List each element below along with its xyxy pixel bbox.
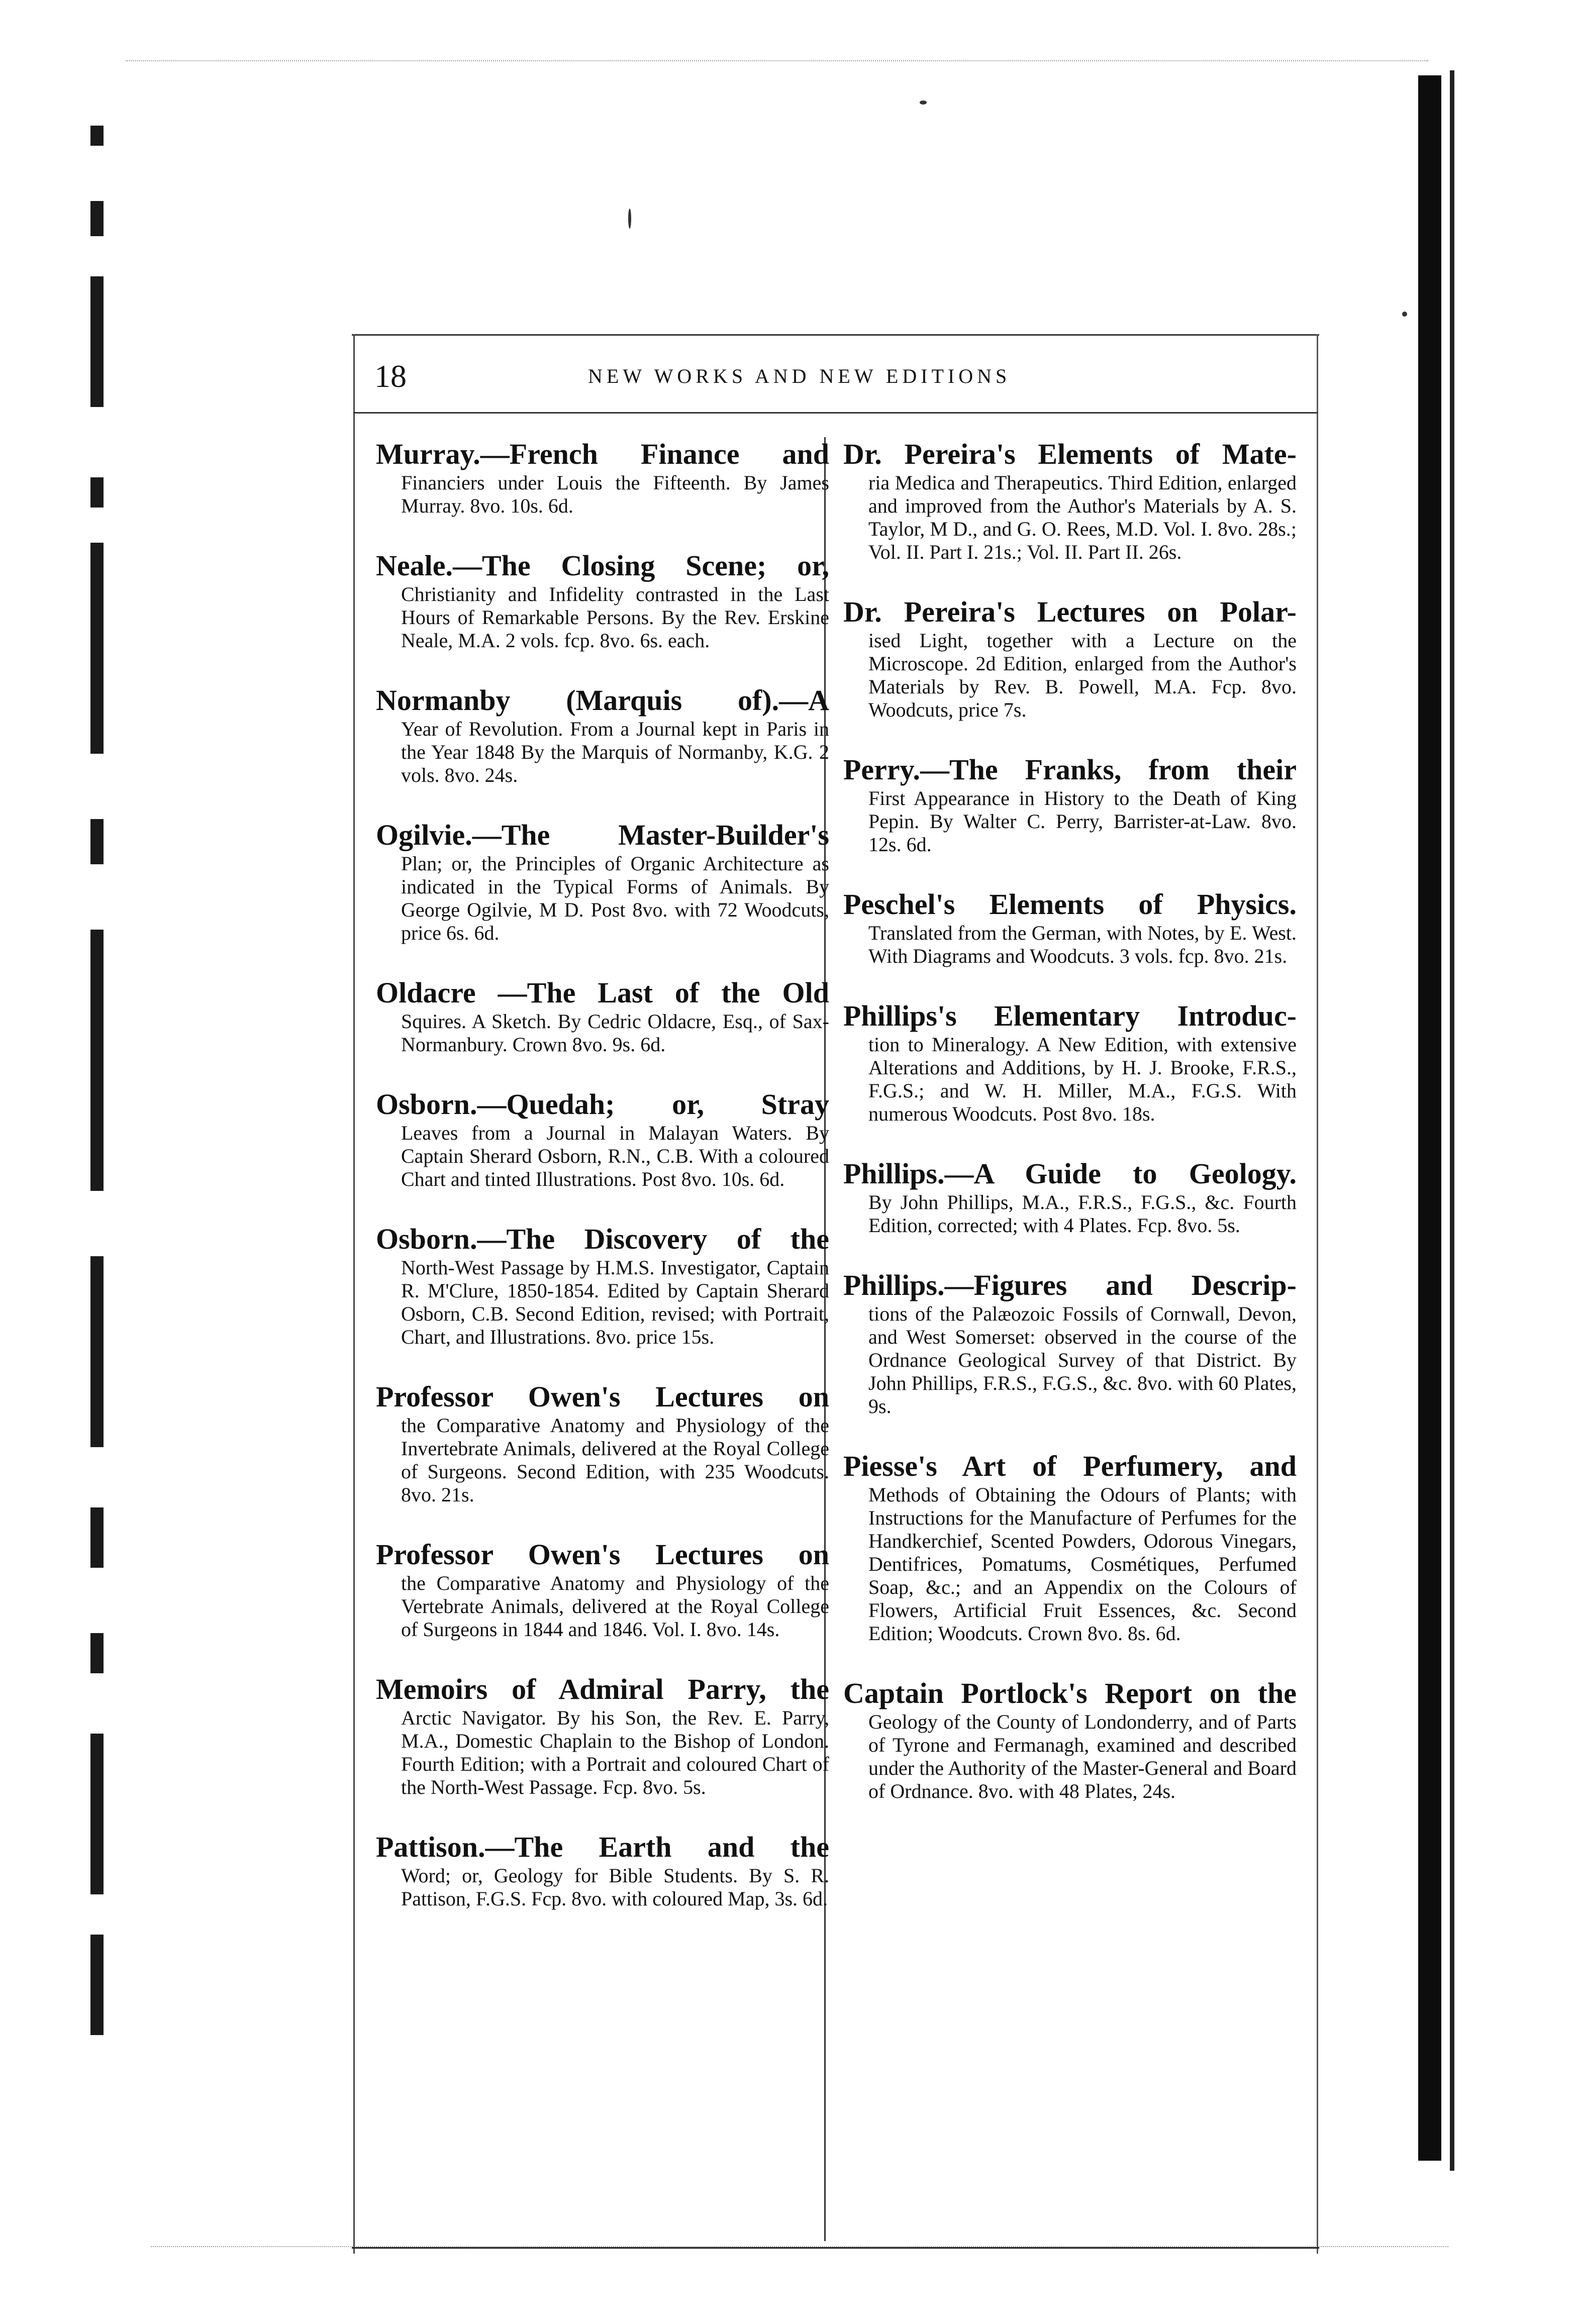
entry-heading: Perry.—The Franks, from their xyxy=(843,753,1297,786)
header-rule xyxy=(353,412,1318,414)
page-frame-right xyxy=(1317,334,1318,2254)
entry-description: Plan; or, the Principles of Organic Architecture as indicated in the Typical Forms of Animals. By George Ogilvie, M D. Post 8vo. with 72 Woodcuts, price 6s. 6d. xyxy=(401,852,829,944)
entry-description: tions of the Palæozoic Fossils of Cornwall, Devon, and West Somerset: observed in the course of the Ordnance Geological Survey of that District. By John Phillips, F.R.S., F.G.S., &c. 8vo. with 60 Plates, 9s. xyxy=(868,1302,1297,1418)
catalogue-entry xyxy=(377,437,829,518)
catalogue-entry xyxy=(377,1222,829,1349)
entry-description: the Comparative Anatomy and Physiology of the Invertebrate Animals, delivered at the Royal College of Surgeons. Second Edition, with 235 Woodcuts. 8vo. 21s. xyxy=(401,1414,829,1506)
right-column xyxy=(844,437,1297,1834)
entry-description: Geology of the County of Londonderry, and of Parts of Tyrone and Fermanagh, examined and described under the Authority of the Master-General and Board of Ordnance. 8vo. with 48 Plates, 24s. xyxy=(868,1710,1297,1802)
entry-description: North-West Passage by H.M.S. Investigator, Captain R. M'Clure, 1850-1854. Edited by Captain Sherard Osborn, C.B. Second Edition, revised; with Portrait, Chart, and Illustrations. 8vo. price 15s. xyxy=(401,1256,829,1348)
catalogue-entry xyxy=(844,595,1297,722)
entry-description: Translated from the German, with Notes, by E. West. With Diagrams and Woodcuts. 3 vols. fcp. 8vo. 21s. xyxy=(868,922,1297,967)
entry-heading: Captain Portlock's Report on the xyxy=(843,1677,1297,1709)
entry-heading: Oldacre —The Last of the Old xyxy=(376,976,829,1009)
page-frame-bottom xyxy=(352,2247,1319,2249)
scan-margin-marks xyxy=(90,126,111,2035)
binding-edge xyxy=(1450,70,1454,2171)
catalogue-entry xyxy=(844,887,1297,968)
catalogue-entry xyxy=(844,1157,1297,1237)
catalogue-entry xyxy=(844,437,1297,564)
page-frame-left xyxy=(353,334,355,2254)
catalogue-entry xyxy=(844,999,1297,1126)
catalogue-entry xyxy=(844,1268,1297,1418)
entry-description: Leaves from a Journal in Malayan Waters. By Captain Sherard Osborn, R.N., C.B. With a coloured Chart and tinted Illustrations. Post 8vo. 10s. 6d. xyxy=(401,1122,829,1190)
catalogue-entry xyxy=(377,1380,829,1506)
page-frame-top xyxy=(352,334,1319,336)
entry-description: Christianity and Infidelity contrasted in the Last Hours of Remarkable Persons. By the Rev. Erskine Neale, M.A. 2 vols. fcp. 8vo. 6s. each. xyxy=(401,583,829,652)
entry-description: Squires. A Sketch. By Cedric Oldacre, Esq., of Sax-Normanbury. Crown 8vo. 9s. 6d. xyxy=(401,1010,829,1056)
binding-shadow xyxy=(1418,75,1441,2161)
entry-heading: Murray.—French Finance and xyxy=(376,438,829,470)
scan-edge-top xyxy=(126,60,1428,61)
entry-description: Word; or, Geology for Bible Students. By S. R. Pattison, F.G.S. Fcp. 8vo. with coloured Map, 3s. 6d. xyxy=(401,1864,829,1910)
entry-heading: Piesse's Art of Perfumery, and xyxy=(843,1450,1297,1482)
catalogue-entry xyxy=(377,818,829,945)
entry-heading: Ogilvie.—The Master-Builder's xyxy=(376,819,829,851)
catalogue-entry xyxy=(844,1449,1297,1645)
catalogue-entry xyxy=(844,753,1297,856)
catalogue-entry xyxy=(377,1672,829,1799)
running-title: NEW WORKS AND NEW EDITIONS xyxy=(588,365,1011,387)
catalogue-entry xyxy=(377,549,829,652)
entry-description: the Comparative Anatomy and Physiology of the Vertebrate Animals, delivered at the Royal College of Surgeons in 1844 and 1846. Vol. I. 8vo. 14s. xyxy=(401,1572,829,1641)
entry-heading: Osborn.—The Discovery of the xyxy=(376,1223,829,1255)
entry-heading: Dr. Pereira's Elements of Mate- xyxy=(843,438,1297,470)
entry-heading: Peschel's Elements of Physics. xyxy=(843,888,1297,921)
entry-heading: Normanby (Marquis of).—A xyxy=(376,684,829,717)
left-column xyxy=(377,437,829,1942)
catalogue-entry xyxy=(377,1830,829,1910)
entry-heading: Neale.—The Closing Scene; or, xyxy=(376,549,829,582)
catalogue-entry xyxy=(377,1538,829,1641)
entry-heading: Memoirs of Admiral Parry, the xyxy=(376,1673,829,1705)
scan-speck xyxy=(1402,312,1407,317)
entry-heading: Osborn.—Quedah; or, Stray xyxy=(376,1088,829,1121)
entry-heading: Phillips.—Figures and Descrip- xyxy=(843,1269,1297,1301)
catalogue-entry xyxy=(377,1087,829,1191)
entry-description: Year of Revolution. From a Journal kept in Paris in the Year 1848 By the Marquis of Normanby, K.G. 2 vols. 8vo. 24s. xyxy=(401,718,829,786)
entry-description: tion to Mineralogy. A New Edition, with extensive Alterations and Additions, by H. J. Brooke, F.R.S., F.G.S.; and W. H. Miller, M.A., F.G.S. With numerous Woodcuts. Post 8vo. 18s. xyxy=(868,1033,1297,1125)
page-number: 18 xyxy=(374,358,407,394)
entry-description: First Appearance in History to the Death of King Pepin. By Walter C. Perry, Barrister-at-Law. 8vo. 12s. 6d. xyxy=(868,787,1297,856)
entry-description: ised Light, together with a Lecture on the Microscope. 2d Edition, enlarged from the Author's Materials by Rev. B. Powell, M.A. Fcp. 8vo. Woodcuts, price 7s. xyxy=(868,629,1297,721)
entry-heading: Professor Owen's Lectures on xyxy=(376,1380,829,1413)
entry-heading: Phillips's Elementary Introduc- xyxy=(843,999,1297,1032)
catalogue-entry xyxy=(844,1676,1297,1803)
catalogue-entry xyxy=(377,683,829,787)
entry-heading: Pattison.—The Earth and the xyxy=(376,1831,829,1863)
entry-description: By John Phillips, M.A., F.R.S., F.G.S., &c. Fourth Edition, corrected; with 4 Plates. Fcp. 8vo. 5s. xyxy=(868,1191,1297,1237)
scan-speck xyxy=(920,100,927,105)
entry-heading: Dr. Pereira's Lectures on Polar- xyxy=(843,595,1297,628)
entry-heading: Professor Owen's Lectures on xyxy=(376,1538,829,1571)
entry-description: ria Medica and Therapeutics. Third Edition, enlarged and improved from the Author's Materials by A. S. Taylor, M D., and G. O. Rees, M.D. Vol. I. 8vo. 28s.; Vol. II. Part I. 21s.; Vol. II. Part II. 26s. xyxy=(868,471,1297,563)
entry-heading: Phillips.—A Guide to Geology. xyxy=(843,1157,1297,1190)
entry-description: Financiers under Louis the Fifteenth. By James Murray. 8vo. 10s. 6d. xyxy=(401,471,829,517)
entry-description: Methods of Obtaining the Odours of Plants; with Instructions for the Manufacture of Perfumes for the Handkerchief, Scented Powders, Odorous Vinegars, Dentifrices, Pomatums, Cosmétiques, Perfumed Soap, &c.; and an Appendix on the Colours of Flowers, Artificial Fruit Essences, &c. Second Edition; Woodcuts. Crown 8vo. 8s. 6d. xyxy=(868,1483,1297,1645)
scan-speck xyxy=(628,209,631,229)
entry-description: Arctic Navigator. By his Son, the Rev. E. Parry, M.A., Domestic Chaplain to the Bishop of London. Fourth Edition; with a Portrait and coloured Chart of the North-West Passage. Fcp. 8vo. 5s. xyxy=(401,1706,829,1798)
catalogue-entry xyxy=(377,976,829,1056)
